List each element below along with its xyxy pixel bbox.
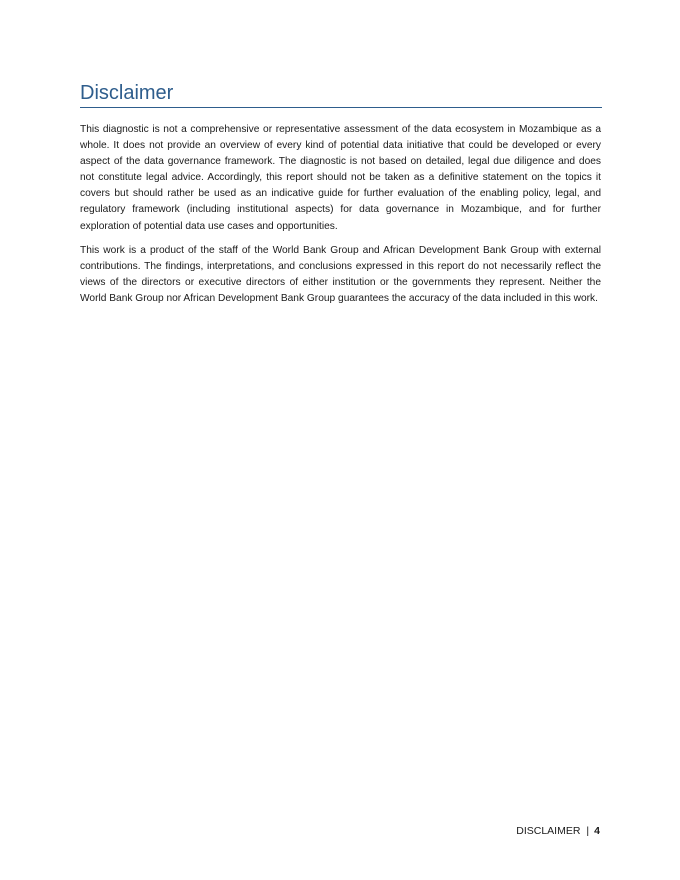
footer-section-label: DISCLAIMER (516, 825, 581, 837)
footer-separator: | (586, 825, 590, 837)
title-block (80, 82, 602, 108)
body-text (80, 122, 601, 315)
paragraph-authorship: This work is a product of the staff of the World Bank Group and African Development Bank Group with external contributions. The findings, interpretations, and conclusions expressed in this report do not necessarily reflect the views of the directors or executive directors of either institution or the governments they represent. Neither the World Bank Group nor African Development Bank Group guarantees the accuracy of the data included in this work. (80, 244, 601, 304)
paragraph-scope: This diagnostic is not a comprehensive or representative assessment of the data ecosystem in Mozambique as a whole. It does not provide an overview of every kind of potential data initiative that could be developed or every aspect of the data governance framework. The diagnostic is not based on detailed, legal due diligence and does not constitute legal advice. Accordingly, this report should not be taken as a definitive statement on the topics it covers but should rather be used as an indicative guide for further evaluation of the enabling policy, legal, and regulatory framework (including institutional aspects) for data governance in Mozambique, and for further exploration of potential data use cases and opportunities. (80, 124, 601, 232)
page-number: 4 (594, 825, 600, 837)
page-title: Disclaimer (80, 82, 174, 104)
page-footer (516, 824, 600, 838)
